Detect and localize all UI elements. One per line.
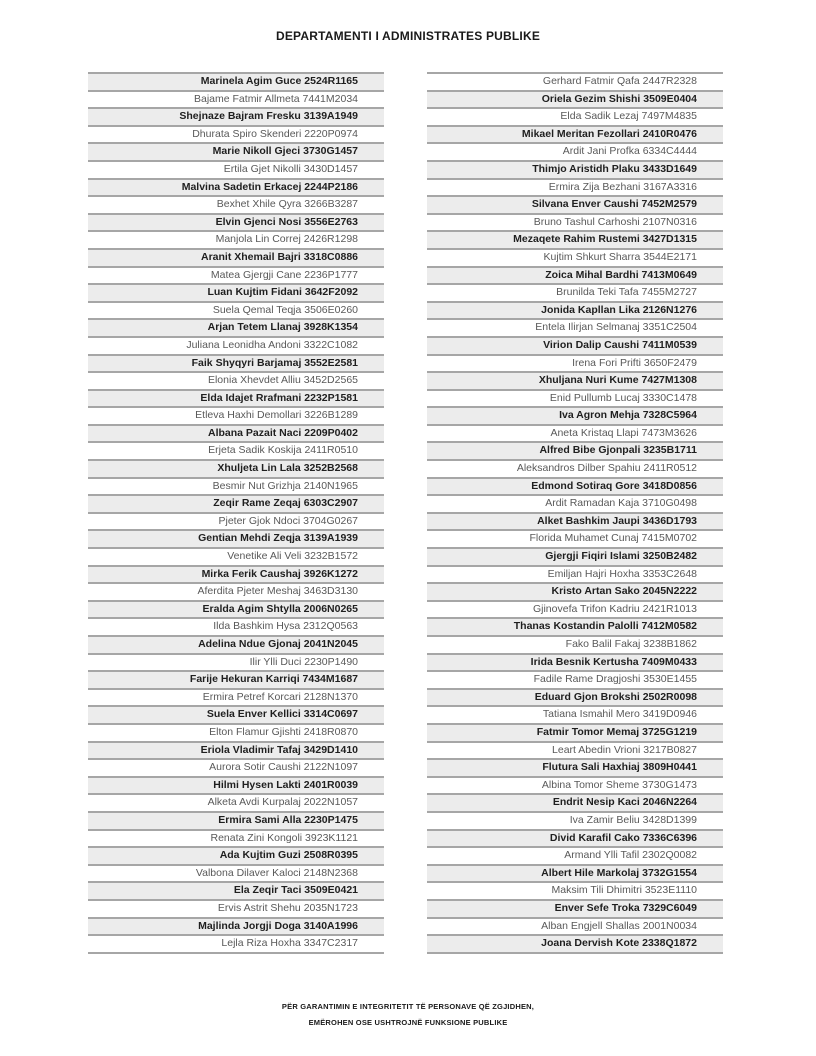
person-row: Ermira Zija Bezhani 3167A3316 (427, 180, 723, 198)
person-row: Alket Bashkim Jaupi 3436D1793 (427, 514, 723, 532)
person-row: Fako Balil Fakaj 3238B1862 (427, 637, 723, 655)
person-row: Matea Gjergji Cane 2236P1777 (88, 268, 384, 286)
page-footer (0, 999, 816, 1031)
person-row: Eralda Agim Shtylla 2006N0265 (88, 602, 384, 620)
person-row: Florida Muhamet Cunaj 7415M0702 (427, 531, 723, 549)
person-row: Irida Besnik Kertusha 7409M0433 (427, 655, 723, 673)
person-row: Ilir Ylli Duci 2230P1490 (88, 655, 384, 673)
person-row: Alketa Avdi Kurpalaj 2022N1057 (88, 795, 384, 813)
person-row: Xhuljeta Lin Lala 3252B2568 (88, 461, 384, 479)
person-row: Lejla Riza Hoxha 3347C2317 (88, 936, 384, 954)
person-row: Ardit Ramadan Kaja 3710G0498 (427, 496, 723, 514)
page-title: DEPARTAMENTI I ADMINISTRATES PUBLIKE (275, 29, 541, 43)
person-row: Arjan Tetem Llanaj 3928K1354 (88, 320, 384, 338)
person-row: Virion Dalip Caushi 7411M0539 (427, 338, 723, 356)
person-row: Divid Karafil Cako 7336C6396 (427, 831, 723, 849)
footer-line-2: EMËROHEN OSE USHTROJNË FUNKSIONE PUBLIKE (308, 1018, 508, 1027)
person-row: Joana Dervish Kote 2338Q1872 (427, 936, 723, 954)
person-row: Bajame Fatmir Allmeta 7441M2034 (88, 92, 384, 110)
person-row: Enid Pullumb Lucaj 3330C1478 (427, 391, 723, 409)
person-row: Farije Hekuran Karriqi 7434M1687 (88, 672, 384, 690)
person-row: Thimjo Aristidh Plaku 3433D1649 (427, 162, 723, 180)
person-row: Erjeta Sadik Koskija 2411R0510 (88, 443, 384, 461)
person-row: Eduard Gjon Brokshi 2502R0098 (427, 690, 723, 708)
person-row: Bexhet Xhile Qyra 3266B3287 (88, 197, 384, 215)
person-row: Enver Sefe Troka 7329C6049 (427, 901, 723, 919)
person-row: Elton Flamur Gjishti 2418R0870 (88, 725, 384, 743)
person-row: Alban Engjell Shallas 2001N0034 (427, 919, 723, 937)
person-row: Gentian Mehdi Zeqja 3139A1939 (88, 531, 384, 549)
person-row: Xhuljana Nuri Kume 7427M1308 (427, 373, 723, 391)
person-row: Luan Kujtim Fidani 3642F2092 (88, 285, 384, 303)
person-row: Gerhard Fatmir Qafa 2447R2328 (427, 74, 723, 92)
person-row: Marinela Agim Guce 2524R1165 (88, 74, 384, 92)
person-row: Mezaqete Rahim Rustemi 3427D1315 (427, 232, 723, 250)
person-row: Gjergji Fiqiri Islami 3250B2482 (427, 549, 723, 567)
person-row: Zeqir Rame Zeqaj 6303C2907 (88, 496, 384, 514)
name-list-left-column (88, 72, 384, 954)
person-row: Silvana Enver Caushi 7452M2579 (427, 197, 723, 215)
person-row: Ada Kujtim Guzi 2508R0395 (88, 848, 384, 866)
person-row: Aferdita Pjeter Meshaj 3463D3130 (88, 584, 384, 602)
person-row: Albina Tomor Sheme 3730G1473 (427, 778, 723, 796)
person-row: Brunilda Teki Tafa 7455M2727 (427, 285, 723, 303)
person-row: Elvin Gjenci Nosi 3556E2763 (88, 215, 384, 233)
person-row: Flutura Sali Haxhiaj 3809H0441 (427, 760, 723, 778)
person-row: Juliana Leonidha Andoni 3322C1082 (88, 338, 384, 356)
person-row: Aneta Kristaq Llapi 7473M3626 (427, 426, 723, 444)
name-list-right-column (427, 72, 723, 954)
person-row: Endrit Nesip Kaci 2046N2264 (427, 795, 723, 813)
person-row: Emiljan Hajri Hoxha 3353C2648 (427, 567, 723, 585)
person-row: Ertila Gjet Nikolli 3430D1457 (88, 162, 384, 180)
person-row: Pjeter Gjok Ndoci 3704G0267 (88, 514, 384, 532)
person-row: Ilda Bashkim Hysa 2312Q0563 (88, 619, 384, 637)
person-row: Iva Zamir Beliu 3428D1399 (427, 813, 723, 831)
person-row: Gjinovefa Trifon Kadriu 2421R1013 (427, 602, 723, 620)
person-row: Elda Idajet Rrafmani 2232P1581 (88, 391, 384, 409)
person-row: Thanas Kostandin Palolli 7412M0582 (427, 619, 723, 637)
person-row: Kujtim Shkurt Sharra 3544E2171 (427, 250, 723, 268)
person-row: Bruno Tashul Carhoshi 2107N0316 (427, 215, 723, 233)
person-row: Venetike Ali Veli 3232B1572 (88, 549, 384, 567)
person-row: Elonia Xhevdet Alliu 3452D2565 (88, 373, 384, 391)
person-row: Alfred Bibe Gjonpali 3235B1711 (427, 443, 723, 461)
person-row: Adelina Ndue Gjonaj 2041N2045 (88, 637, 384, 655)
person-row: Entela Ilirjan Selmanaj 3351C2504 (427, 320, 723, 338)
person-row: Mirka Ferik Caushaj 3926K1272 (88, 567, 384, 585)
person-row: Eriola Vladimir Tafaj 3429D1410 (88, 743, 384, 761)
person-row: Tatiana Ismahil Mero 3419D0946 (427, 707, 723, 725)
person-row: Leart Abedin Vrioni 3217B0827 (427, 743, 723, 761)
person-row: Aurora Sotir Caushi 2122N1097 (88, 760, 384, 778)
person-row: Ermira Petref Korcari 2128N1370 (88, 690, 384, 708)
person-row: Irena Fori Prifti 3650F2479 (427, 356, 723, 374)
person-row: Armand Ylli Tafil 2302Q0082 (427, 848, 723, 866)
person-row: Ervis Astrit Shehu 2035N1723 (88, 901, 384, 919)
person-row: Mikael Meritan Fezollari 2410R0476 (427, 127, 723, 145)
person-row: Shejnaze Bajram Fresku 3139A1949 (88, 109, 384, 127)
person-row: Ardit Jani Profka 6334C4444 (427, 144, 723, 162)
person-row: Majlinda Jorgji Doga 3140A1996 (88, 919, 384, 937)
person-row: Fatmir Tomor Memaj 3725G1219 (427, 725, 723, 743)
person-row: Jonida Kapllan Lika 2126N1276 (427, 303, 723, 321)
person-row: Renata Zini Kongoli 3923K1121 (88, 831, 384, 849)
person-row: Valbona Dilaver Kaloci 2148N2368 (88, 866, 384, 884)
person-row: Albana Pazait Naci 2209P0402 (88, 426, 384, 444)
person-row: Malvina Sadetin Erkacej 2244P2186 (88, 180, 384, 198)
person-row: Edmond Sotiraq Gore 3418D0856 (427, 479, 723, 497)
person-row: Suela Enver Kellici 3314C0697 (88, 707, 384, 725)
person-row: Dhurata Spiro Skenderi 2220P0974 (88, 127, 384, 145)
person-row: Faik Shyqyri Barjamaj 3552E2581 (88, 356, 384, 374)
person-row: Albert Hile Markolaj 3732G1554 (427, 866, 723, 884)
person-row: Besmir Nut Grizhja 2140N1965 (88, 479, 384, 497)
person-row: Suela Qemal Teqja 3506E0260 (88, 303, 384, 321)
person-row: Oriela Gezim Shishi 3509E0404 (427, 92, 723, 110)
person-row: Maksim Tili Dhimitri 3523E1110 (427, 883, 723, 901)
person-row: Marie Nikoll Gjeci 3730G1457 (88, 144, 384, 162)
person-row: Etleva Haxhi Demollari 3226B1289 (88, 408, 384, 426)
person-row: Ela Zeqir Taci 3509E0421 (88, 883, 384, 901)
person-row: Hilmi Hysen Lakti 2401R0039 (88, 778, 384, 796)
person-row: Zoica Mihal Bardhi 7413M0649 (427, 268, 723, 286)
person-row: Fadile Rame Dragjoshi 3530E1455 (427, 672, 723, 690)
person-row: Iva Agron Mehja 7328C5964 (427, 408, 723, 426)
person-row: Aleksandros Dilber Spahiu 2411R0512 (427, 461, 723, 479)
footer-line-1: PËR GARANTIMIN E INTEGRITETIT TË PERSONAVE QË ZGJIDHEN, (281, 1002, 535, 1011)
person-row: Kristo Artan Sako 2045N2222 (427, 584, 723, 602)
person-row: Elda Sadik Lezaj 7497M4835 (427, 109, 723, 127)
person-row: Manjola Lin Correj 2426R1298 (88, 232, 384, 250)
person-row: Ermira Sami Alla 2230P1475 (88, 813, 384, 831)
person-row: Aranit Xhemail Bajri 3318C0886 (88, 250, 384, 268)
